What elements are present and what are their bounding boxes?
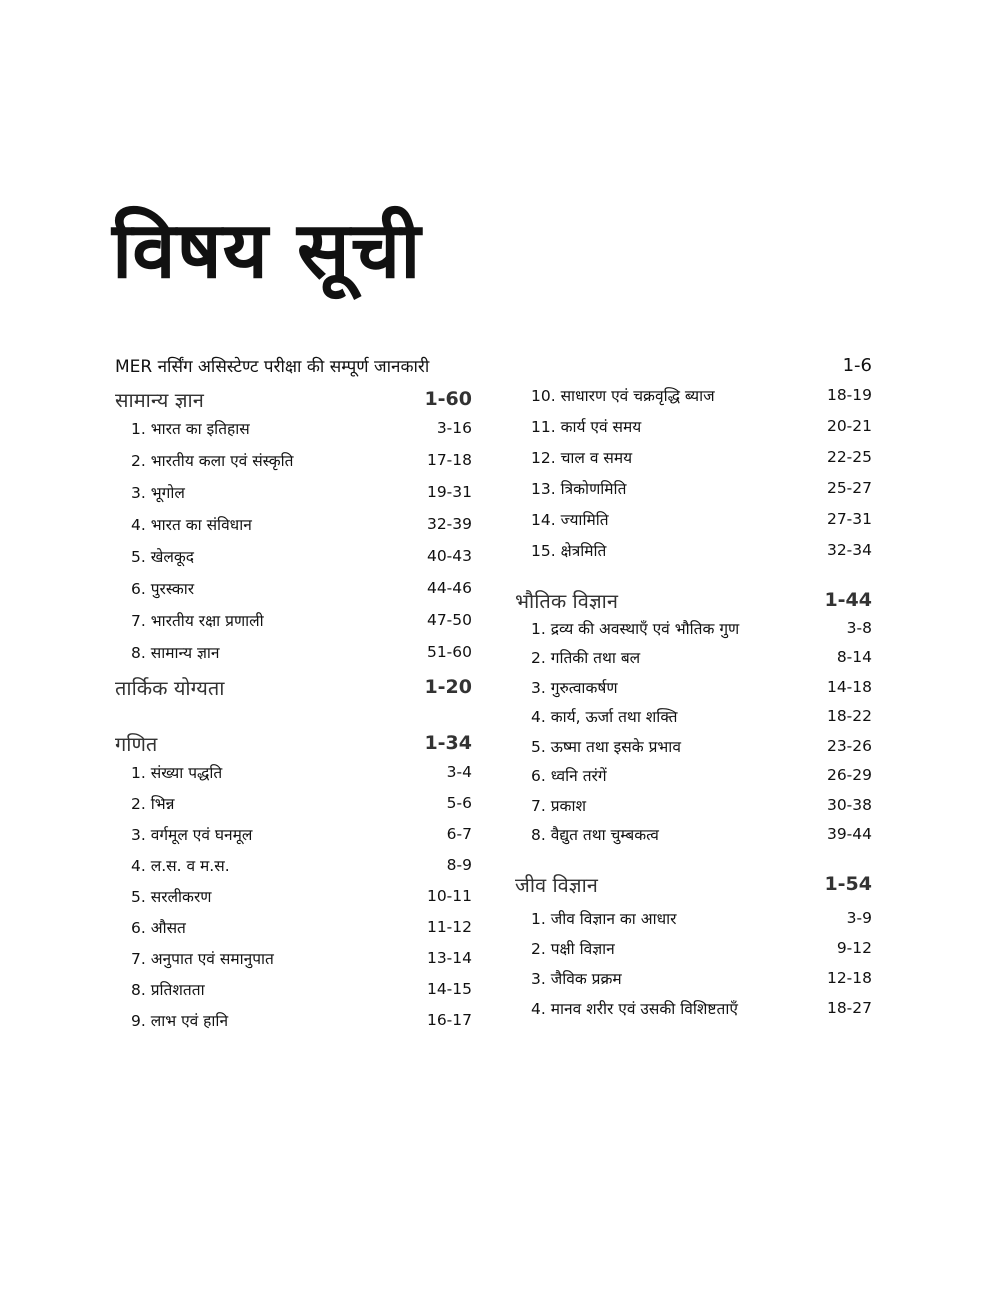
item-pages: 32-39 [426,515,472,533]
item-pages: 5-6 [446,794,472,812]
item-pages: 51-60 [426,643,472,661]
toc-item [515,613,872,643]
item-label: 3. जैविक प्रक्रम [531,970,622,988]
item-pages: 3-8 [846,619,872,637]
toc-item [115,477,472,507]
toc-item [115,974,472,1004]
toc-item [515,760,872,790]
item-label: 5. सरलीकरण [131,888,212,906]
item-pages: 23-26 [826,737,872,755]
item-pages: 18-27 [826,999,872,1017]
item-label: 7. अनुपात एवं समानुपात [131,950,274,968]
toc-item [115,637,472,667]
toc-item [515,380,872,410]
item-label: 3. गुरुत्वाकर्षण [531,679,618,697]
toc-item [115,881,472,911]
item-label: 2. भारतीय कला एवं संस्कृति [131,452,294,470]
section-biology [515,868,872,900]
section-math [115,727,472,759]
item-pages: 16-17 [426,1011,472,1029]
toc-item [515,701,872,731]
toc-item [115,509,472,539]
item-pages: 40-43 [426,547,472,565]
section-pages: 1-60 [424,388,472,410]
item-label: 7. भारतीय रक्षा प्रणाली [131,612,264,630]
item-pages: 25-27 [826,479,872,497]
item-label: 10. साधारण एवं चक्रवृद्धि ब्याज [531,387,715,405]
item-label: 6. ध्वनि तरंगें [531,767,607,785]
toc-item [515,790,872,820]
toc-item [115,445,472,475]
toc-item [515,535,872,565]
toc-item [115,573,472,603]
item-pages: 30-38 [826,796,872,814]
intro-entry [115,350,872,380]
item-pages: 22-25 [826,448,872,466]
toc-item [515,672,872,702]
item-label: 8. प्रतिशतता [131,981,205,999]
item-label: 12. चाल व समय [531,449,633,467]
section-pages: 1-34 [424,732,472,754]
item-pages: 17-18 [426,451,472,469]
item-label: 2. पक्षी विज्ञान [531,940,615,958]
item-pages: 44-46 [426,579,472,597]
item-pages: 3-9 [846,909,872,927]
item-label: 5. ऊष्मा तथा इसके प्रभाव [531,738,681,756]
toc-item [515,819,872,849]
item-label: 2. भिन्न [131,795,175,813]
toc-item [115,757,472,787]
item-label: 8. सामान्य ज्ञान [131,644,220,662]
item-label: 1. द्रव्य की अवस्थाएँ एवं भौतिक गुण [531,620,740,638]
item-label: 8. वैद्युत तथा चुम्बकत्व [531,826,659,844]
item-label: 1. भारत का इतिहास [131,420,250,438]
item-label: 9. लाभ एवं हानि [131,1012,229,1030]
right-column [515,380,872,1026]
toc-item [115,413,472,443]
item-label: 2. गतिकी तथा बल [531,649,641,667]
toc-item [515,504,872,534]
section-title: सामान्य ज्ञान [115,387,204,412]
toc-item [515,473,872,503]
item-pages: 12-18 [826,969,872,987]
section-title: गणित [115,731,158,756]
item-label: 4. भारत का संविधान [131,516,252,534]
section-pages: 1-44 [824,589,872,611]
item-label: 1. संख्या पद्धति [131,764,223,782]
item-pages: 13-14 [426,949,472,967]
intro-pages: 1-6 [842,354,872,376]
toc-item [115,943,472,973]
toc-item [515,442,872,472]
item-label: 3. वर्गमूल एवं घनमूल [131,826,253,844]
item-label: 15. क्षेत्रमिति [531,542,607,560]
toc-item [115,912,472,942]
item-pages: 27-31 [826,510,872,528]
item-label: 3. भूगोल [131,484,185,502]
intro-label: MER नर्सिंग असिस्टेण्ट परीक्षा की सम्पूर्ण जानकारी [115,356,430,377]
toc-item [515,642,872,672]
section-title: भौतिक विज्ञान [515,588,618,613]
toc-item [115,605,472,635]
item-label: 7. प्रकाश [531,797,586,815]
toc-item [115,819,472,849]
item-label: 4. मानव शरीर एवं उसकी विशिष्टताएँ [531,1000,738,1018]
section-reasoning [115,671,472,703]
toc-item [115,788,472,818]
item-pages: 19-31 [426,483,472,501]
item-label: 4. कार्य, ऊर्जा तथा शक्ति [531,708,678,726]
item-pages: 14-15 [426,980,472,998]
toc-item [115,541,472,571]
toc-item [115,850,472,880]
item-pages: 6-7 [446,825,472,843]
item-pages: 26-29 [826,766,872,784]
section-title: तार्किक योग्यता [115,675,225,700]
item-pages: 8-9 [446,856,472,874]
toc-item [515,963,872,993]
item-label: 6. औसत [131,919,186,937]
section-title: जीव विज्ञान [515,872,598,897]
item-label: 13. त्रिकोणमिति [531,480,627,498]
item-label: 11. कार्य एवं समय [531,418,642,436]
item-pages: 39-44 [826,825,872,843]
item-label: 6. पुरस्कार [131,580,195,598]
toc-item [515,411,872,441]
item-pages: 32-34 [826,541,872,559]
item-pages: 3-4 [446,763,472,781]
item-pages: 18-22 [826,707,872,725]
item-pages: 10-11 [426,887,472,905]
item-pages: 20-21 [826,417,872,435]
item-pages: 14-18 [826,678,872,696]
toc-item [515,933,872,963]
page-title: विषय सूची [112,206,422,296]
section-pages: 1-20 [424,676,472,698]
item-pages: 18-19 [826,386,872,404]
item-pages: 47-50 [426,611,472,629]
toc-item [115,1005,472,1035]
section-physics [515,584,872,616]
toc-item [515,993,872,1023]
item-pages: 9-12 [836,939,872,957]
item-label: 4. ल.स. व म.स. [131,857,230,875]
toc-item [515,903,872,933]
left-column [115,383,472,1043]
section-gk [115,383,472,415]
item-label: 14. ज्यामिति [531,511,609,529]
item-pages: 8-14 [836,648,872,666]
item-label: 1. जीव विज्ञान का आधार [531,910,677,928]
toc-item [515,731,872,761]
item-pages: 3-16 [436,419,472,437]
section-pages: 1-54 [824,873,872,895]
item-pages: 11-12 [426,918,472,936]
item-label: 5. खेलकूद [131,548,195,566]
